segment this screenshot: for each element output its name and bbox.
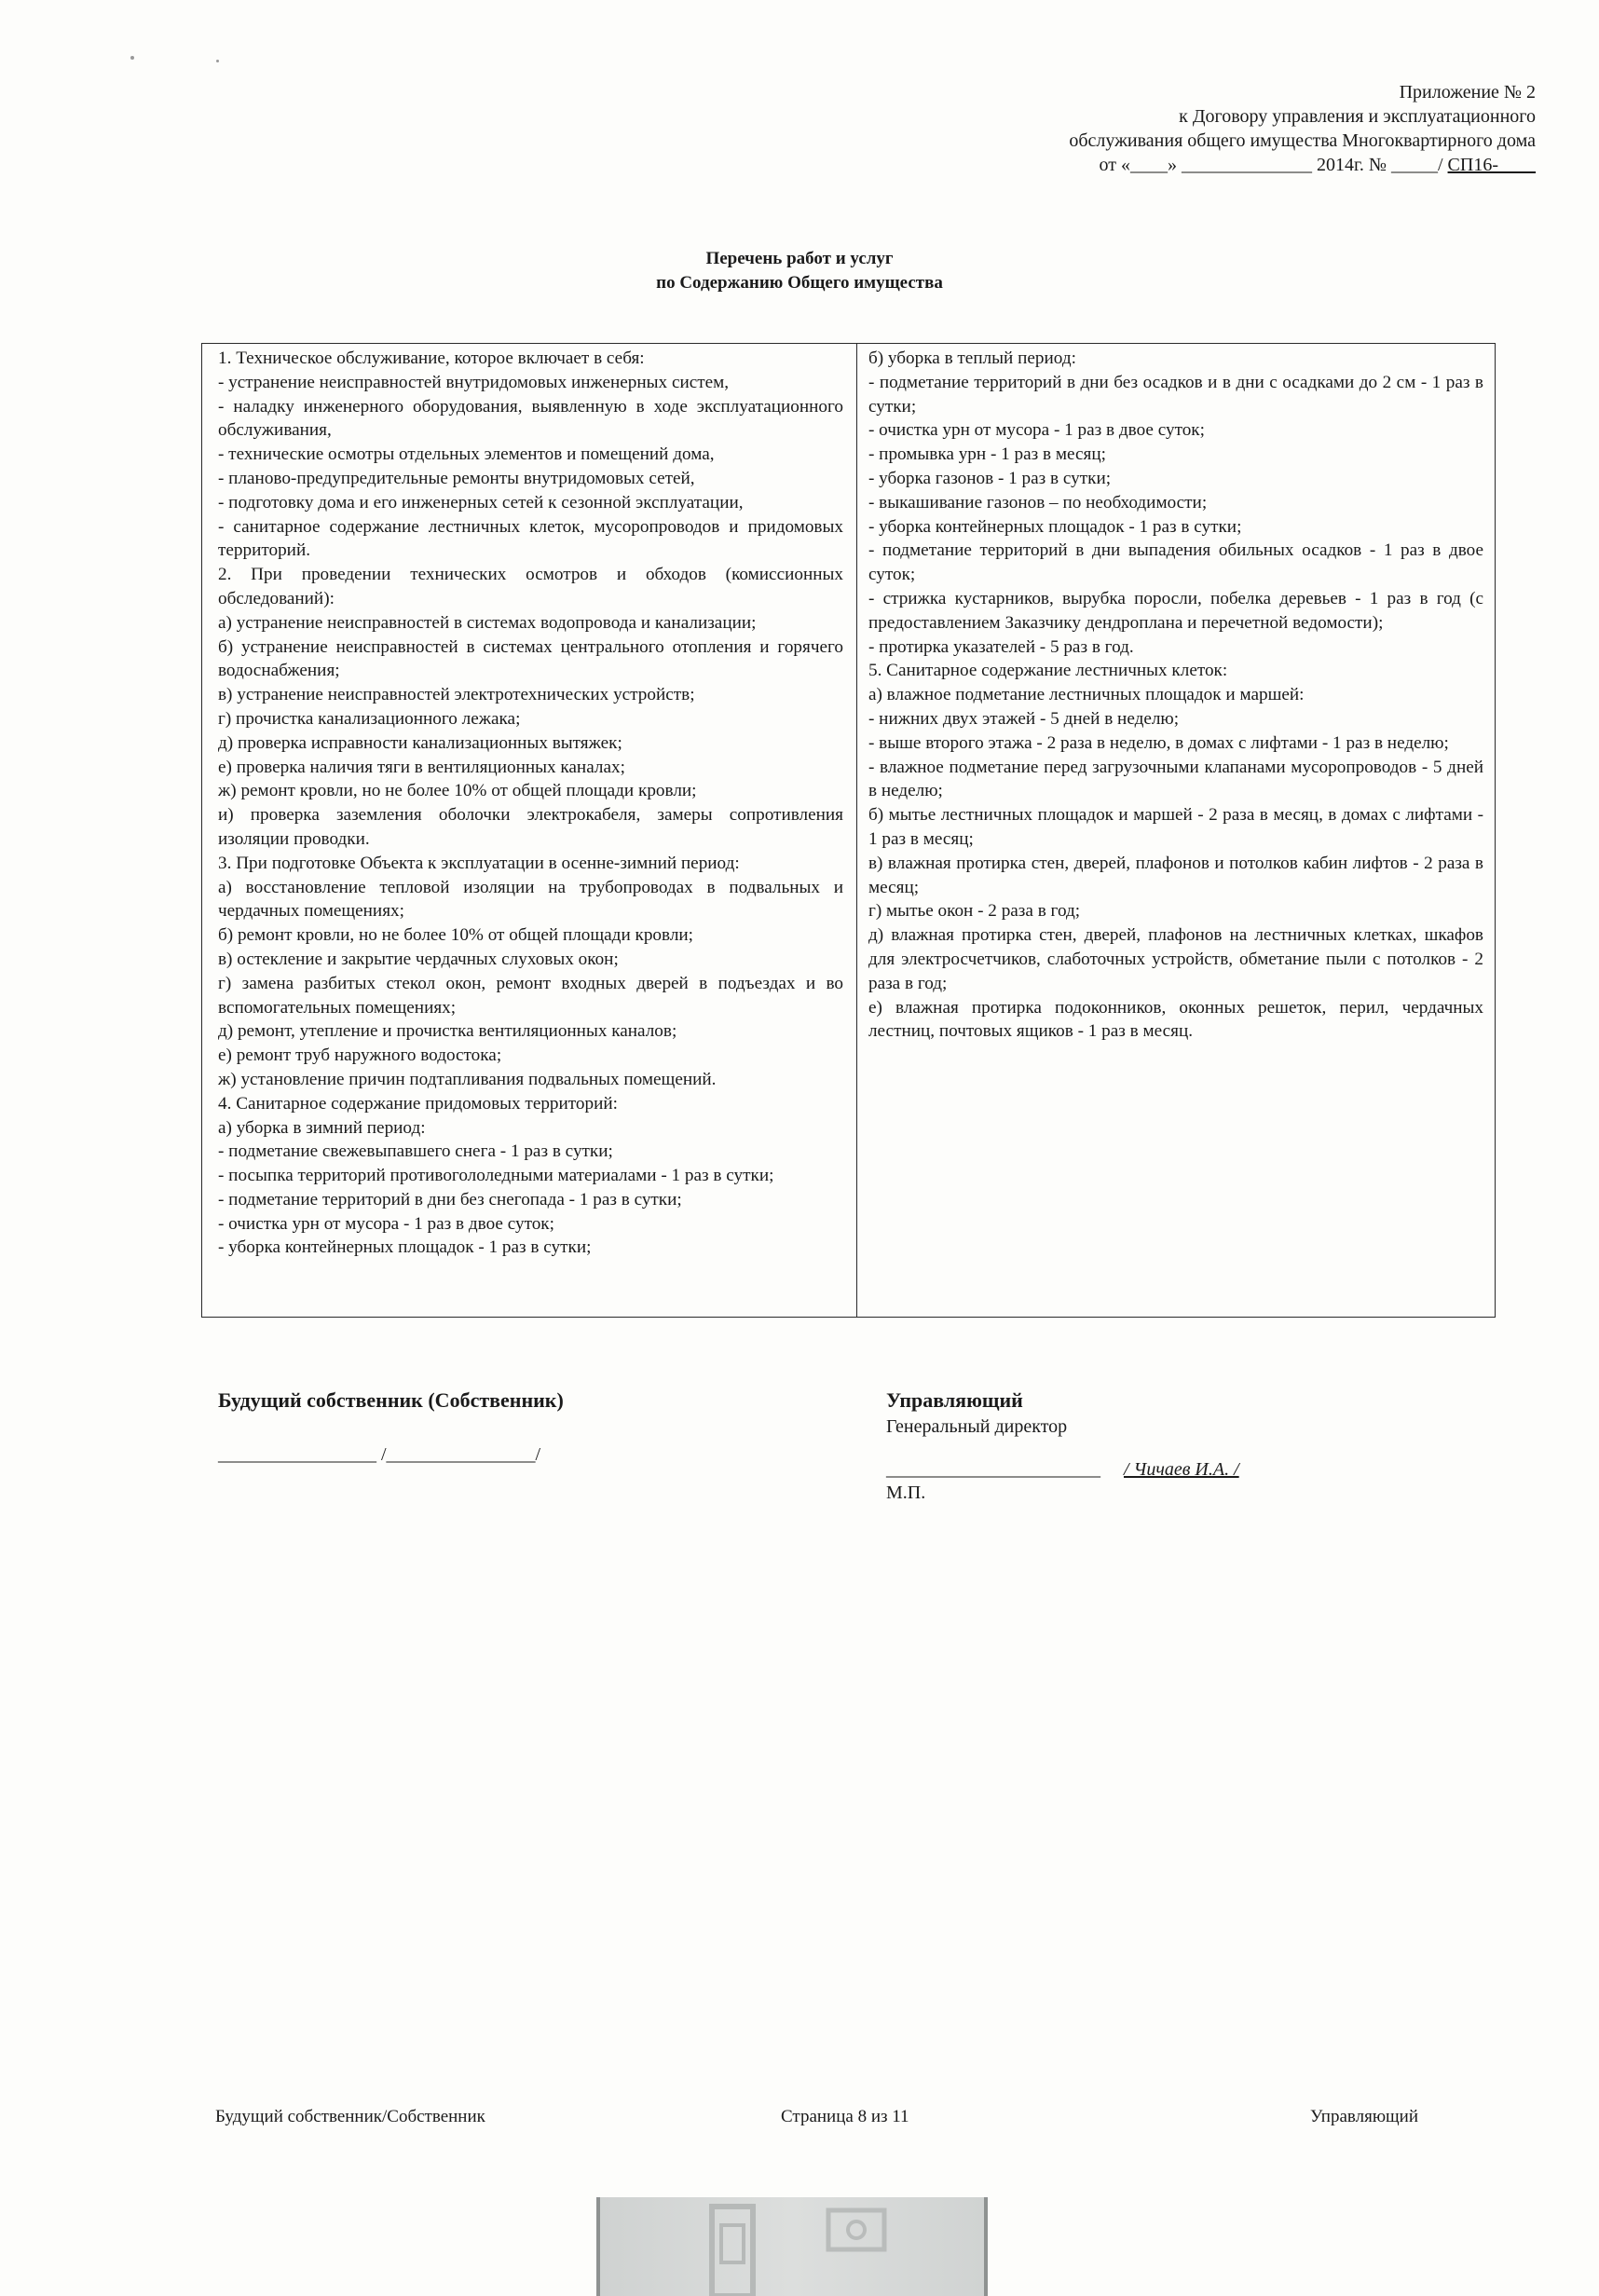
works-item: - технические осмотры отдельных элементов и помещений дома, (218, 444, 715, 465)
works-item: ж) ремонт кровли, но не более 10% от общей площади кровли; (218, 781, 697, 801)
works-item: г) мытье окон - 2 раза в год; (868, 901, 1081, 922)
works-item: - влажное подметание перед загрузочными клапанами мусоропроводов - 5 дней в неделю; (868, 757, 1483, 801)
works-item: - наладку инженерного оборудования, выявленную в ходе эксплуатационного обслуживания, (218, 396, 843, 441)
works-item: д) ремонт, утепление и прочистка вентиляционных каналов; (218, 1021, 677, 1042)
works-item: - выше второго этажа - 2 раза в неделю, в домах с лифтами - 1 раз в неделю; (868, 732, 1449, 753)
scanner-artifact-icon (600, 2197, 991, 2296)
manager-signature-line (886, 1457, 1239, 1482)
header-line-4 (1069, 153, 1536, 177)
owner-signature-line: _________________ /________________/ (218, 1444, 541, 1465)
works-item: г) замена разбитых стекол окон, ремонт входных дверей в подъездах и во вспомогательных помещениях; (218, 973, 843, 1018)
footer-manager: Управляющий (1310, 2107, 1418, 2126)
manager-position: Генеральный директор (886, 1416, 1068, 1437)
works-item: - протирка указателей - 5 раз в год. (868, 636, 1134, 657)
works-item: 4. Санитарное содержание придомовых территорий: (218, 1093, 618, 1114)
appendix-header (1069, 80, 1536, 177)
manager-title: Управляющий (886, 1388, 1023, 1412)
title-line-1: Перечень работ и услуг (705, 249, 894, 268)
works-item: г) прочистка канализационного лежака; (218, 708, 521, 729)
works-item: в) остекление и закрытие чердачных слуховых окон; (218, 949, 619, 969)
works-item: 5. Санитарное содержание лестничных клеток: (868, 661, 1228, 681)
works-item: - уборка контейнерных площадок - 1 раз в сутки; (868, 516, 1242, 537)
works-item: ж) установление причин подтапливания подвальных помещений. (218, 1069, 717, 1089)
header-line-3: обслуживания общего имущества Многоквартирного дома (1069, 130, 1536, 151)
works-item: е) проверка наличия тяги в вентиляционных каналах; (218, 757, 625, 777)
works-item: - стрижка кустарников, вырубка поросли, побелка деревьев - 1 раз в год (с предоставлением Заказчику дендроплана и перечетной ведомости); (868, 588, 1483, 633)
works-item: б) мытье лестничных площадок и маршей - 2 раза в месяц, в домах с лифтами - 1 раз в месяц; (868, 805, 1483, 849)
works-item: - очистка урн от мусора - 1 раз в двое суток; (218, 1213, 554, 1234)
works-item: - уборка контейнерных площадок - 1 раз в сутки; (218, 1237, 592, 1258)
stamp-place-label: М.П. (886, 1483, 926, 1503)
works-item: - выкашивание газонов – по необходимости; (868, 492, 1208, 512)
document-title (0, 247, 1599, 295)
works-item: - промывка урн - 1 раз в месяц; (868, 444, 1106, 465)
works-item: б) устранение неисправностей в системах центрального отопления и горячего водоснабжения; (218, 636, 843, 681)
header-line-1: Приложение № 2 (1399, 82, 1536, 102)
works-item: - подметание территорий в дни выпадения обильных осадков - 1 раз в двое суток; (868, 540, 1483, 585)
scanner-artifact-image (596, 2197, 988, 2296)
works-item: - подметание территорий в дни без снегопада - 1 раз в сутки; (218, 1189, 682, 1210)
works-table-left-column (202, 344, 857, 1317)
works-item: - санитарное содержание лестничных клеток, мусоропроводов и придомовых территорий. (218, 516, 843, 561)
works-item: и) проверка заземления оболочки электрокабеля, замеры сопротивления изоляции проводки. (218, 805, 843, 849)
works-item: д) влажная протирка стен, дверей, плафонов на лестничных клетках, шкафов для электросчетчиков, слаботочных устройств, обметание пыли с потолков - 2 раза в год; (868, 925, 1483, 993)
scan-speck (130, 56, 134, 60)
owner-signature-block (218, 1387, 564, 1469)
works-item: - уборка газонов - 1 раз в сутки; (868, 468, 1112, 488)
contract-code: СП16-____ (1447, 155, 1536, 175)
works-item: в) устранение неисправностей электротехнических устройств; (218, 685, 695, 705)
works-item: - подметание свежевыпавшего снега - 1 раз в сутки; (218, 1141, 613, 1162)
works-item: - очистка урн от мусора - 1 раз в двое суток; (868, 420, 1205, 441)
owner-title: Будущий собственник (Собственник) (218, 1388, 564, 1412)
contract-date-number: от «____» ______________ 2014г. № _____/ (1099, 155, 1448, 175)
works-item: - планово-предупредительные ремонты внутридомовых сетей, (218, 468, 695, 488)
works-item: е) ремонт труб наружного водостока; (218, 1046, 502, 1066)
works-item: а) влажное подметание лестничных площадок и маршей: (868, 685, 1305, 705)
works-item: 2. При проведении технических осмотров и обходов (комиссионных обследований): (218, 565, 843, 608)
page-number: Страница 8 из 11 (781, 2107, 909, 2126)
works-item: б) ремонт кровли, но не более 10% от общей площади кровли; (218, 925, 693, 946)
works-item: д) проверка исправности канализационных вытяжек; (218, 732, 622, 753)
works-item: - посыпка территорий противогололедными материалами - 1 раз в сутки; (218, 1166, 774, 1186)
header-line-2: к Договору управления и эксплуатационного (1179, 106, 1536, 127)
works-item: - устранение неисправностей внутридомовых инженерных систем, (218, 372, 730, 392)
works-item: 3. При подготовке Объекта к эксплуатации в осенне-зимний период: (218, 853, 740, 873)
footer-owner: Будущий собственник/Собственник (215, 2107, 485, 2126)
works-item: а) устранение неисправностей в системах водопровода и канализации; (218, 612, 757, 633)
works-item: е) влажная протирка подоконников, оконных решеток, перил, чердачных лестниц, почтовых ящиков - 1 раз в месяц. (868, 997, 1483, 1042)
works-table-right-column (857, 344, 1495, 1317)
works-item: а) восстановление тепловой изоляции на трубопроводах в подвальных и чердачных помещениях; (218, 877, 843, 922)
works-item: б) уборка в теплый период: (868, 348, 1076, 368)
works-table (201, 343, 1496, 1318)
works-item: - нижних двух этажей - 5 дней в неделю; (868, 708, 1180, 729)
works-item: а) уборка в зимний период: (218, 1117, 426, 1138)
manager-signature-blank: _______________________ (886, 1459, 1100, 1480)
works-item: 1. Техническое обслуживание, которое включает в себя: (218, 348, 645, 368)
works-item: в) влажная протирка стен, дверей, плафонов и потолков кабин лифтов - 2 раза в месяц; (868, 853, 1483, 897)
works-item: - подметание территорий в дни без осадков и в дни с осадками до 2 см - 1 раз в сутки; (868, 372, 1483, 417)
title-line-2: по Содержанию Общего имущества (656, 273, 943, 293)
manager-signature-block (886, 1387, 1239, 1504)
works-item: - подготовку дома и его инженерных сетей к сезонной эксплуатации, (218, 492, 744, 512)
manager-name: / Чичаев И.А. / (1124, 1459, 1239, 1480)
scan-speck (216, 60, 219, 62)
